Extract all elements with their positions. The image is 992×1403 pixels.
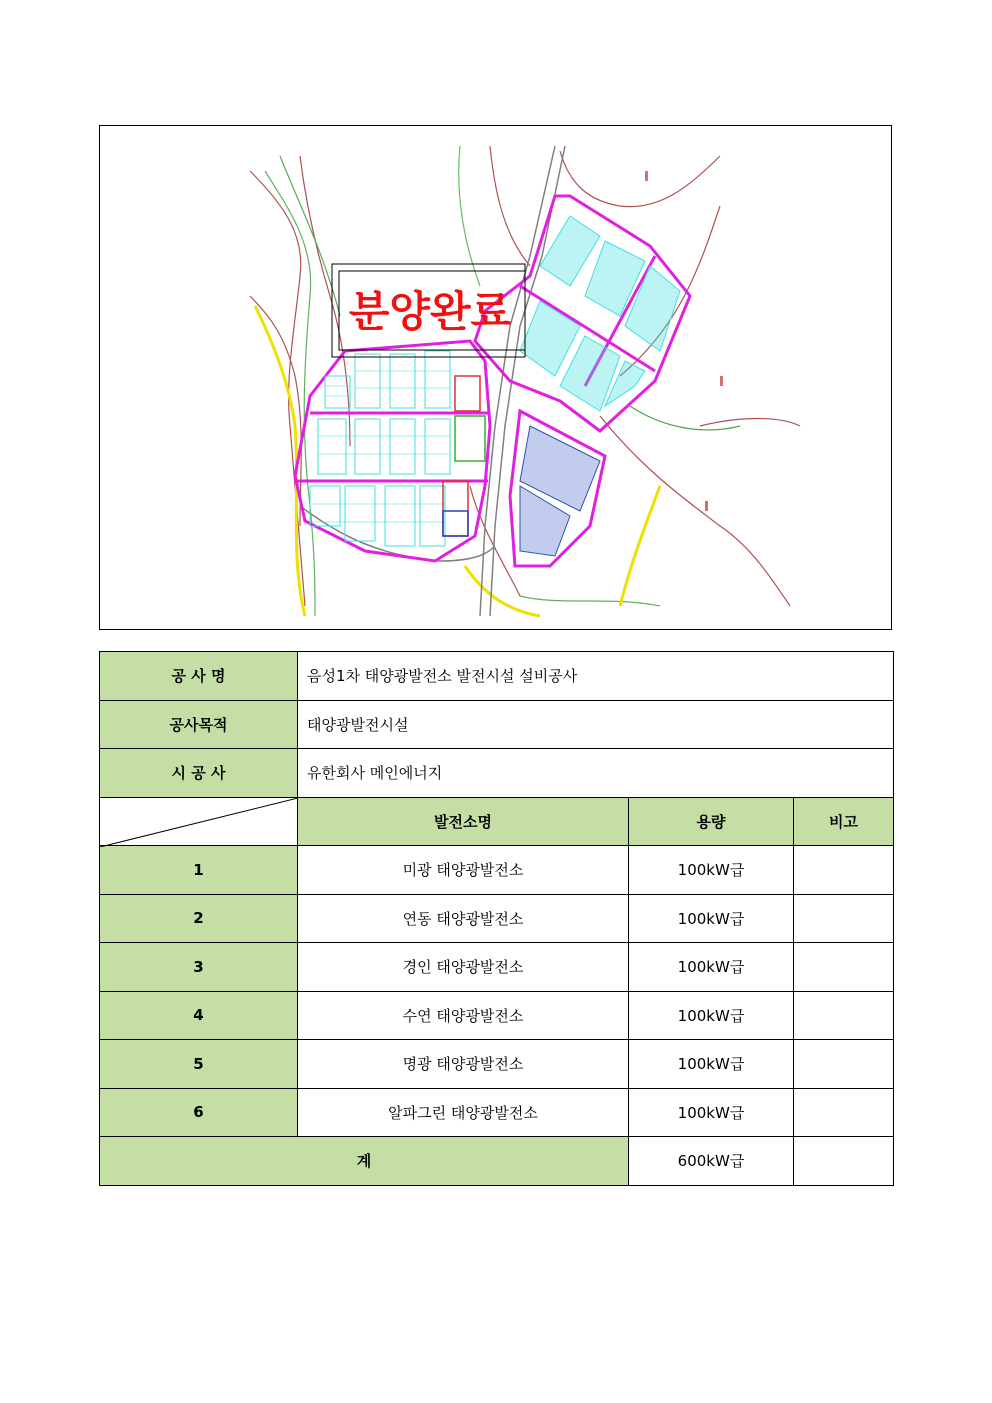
plant-name: 미광 태양광발전소: [298, 846, 629, 895]
project-name-value: 음성1차 태양광발전소 발전시설 설비공사: [298, 652, 894, 701]
contractor-value: 유한회사 메인에너지: [298, 749, 894, 798]
row-number: 6: [100, 1088, 298, 1137]
plant-capacity: 100kW급: [629, 943, 794, 992]
table-row: [100, 943, 894, 992]
plant-note: [794, 1088, 894, 1137]
sold-out-stamp-text: 분양완료: [348, 287, 512, 336]
row-number: 3: [100, 943, 298, 992]
plant-capacity: 100kW급: [629, 1040, 794, 1089]
plant-note: [794, 894, 894, 943]
project-name-label: 공 사 명: [100, 652, 298, 701]
project-info-table: [99, 651, 894, 1186]
table-row: [100, 1088, 894, 1137]
plants-header-row: [100, 797, 894, 846]
row-number: 4: [100, 991, 298, 1040]
plant-note: [794, 846, 894, 895]
plant-capacity: 100kW급: [629, 1088, 794, 1137]
plant-note: [794, 943, 894, 992]
plant-name: 연동 태양광발전소: [298, 894, 629, 943]
plant-note: [794, 991, 894, 1040]
row-number: 1: [100, 846, 298, 895]
table-row: [100, 1040, 894, 1089]
contractor-label: 시 공 사: [100, 749, 298, 798]
row-number: 5: [100, 1040, 298, 1089]
table-row: [100, 991, 894, 1040]
plant-capacity: 100kW급: [629, 991, 794, 1040]
total-capacity: 600kW급: [629, 1137, 794, 1186]
project-purpose-value: 태양광발전시설: [298, 700, 894, 749]
plant-name-header: 발전소명: [298, 797, 629, 846]
plant-name: 알파그린 태양광발전소: [298, 1088, 629, 1137]
left-array-block: [295, 341, 490, 561]
row-number: 2: [100, 894, 298, 943]
site-plan-frame: [99, 125, 892, 630]
contractor-row: [100, 749, 894, 798]
table-row: [100, 894, 894, 943]
diagonal-header-cell: [100, 797, 298, 846]
total-label: 계: [100, 1137, 629, 1186]
site-plan-drawing: [100, 126, 891, 629]
plant-note: [794, 1040, 894, 1089]
project-purpose-row: [100, 700, 894, 749]
right-lower-array-block: [510, 411, 605, 566]
project-name-row: [100, 652, 894, 701]
plant-name: 수연 태양광발전소: [298, 991, 629, 1040]
plant-name: 경인 태양광발전소: [298, 943, 629, 992]
note-header: 비고: [794, 797, 894, 846]
table-row: [100, 846, 894, 895]
plant-capacity: 100kW급: [629, 846, 794, 895]
plant-name: 명광 태양광발전소: [298, 1040, 629, 1089]
project-purpose-label: 공사목적: [100, 700, 298, 749]
plant-capacity: 100kW급: [629, 894, 794, 943]
diagonal-line: [100, 798, 298, 847]
total-row: [100, 1137, 894, 1186]
total-note: [794, 1137, 894, 1186]
capacity-header: 용량: [629, 797, 794, 846]
